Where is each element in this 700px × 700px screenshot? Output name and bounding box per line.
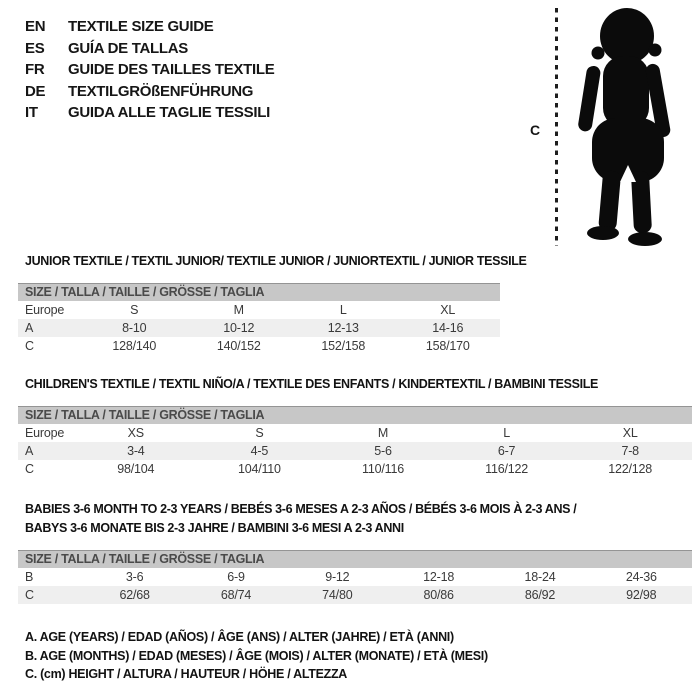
cell-value: S	[255, 426, 264, 440]
cell-value: 18-24	[524, 570, 556, 584]
cell-value: 8-10	[122, 321, 147, 335]
cell-value: XL	[622, 426, 638, 440]
size-header-band: SIZE / TALLA / TAILLE / GRÖSSE / TAGLIA	[18, 283, 500, 301]
cell-value: 116/122	[485, 462, 528, 476]
note-line: A. AGE (YEARS) / EDAD (AÑOS) / ÂGE (ANS) / ALTER (JAHRE) / ETÀ (ANNI)	[25, 630, 454, 644]
language-title: TEXTILGRÖßENFÜHRUNG	[68, 82, 254, 100]
cell-value: 5-6	[374, 444, 392, 458]
cell-value: 158/170	[425, 339, 470, 353]
cell-value: 24-36	[625, 570, 657, 584]
cell-value: 12-18	[423, 570, 455, 584]
language-code: IT	[25, 104, 38, 122]
table-title-line: BABYS 3-6 MONATE BIS 2-3 JAHRE / BAMBINI 3-6 MESI A 2-3 ANNI	[25, 521, 404, 535]
language-title: GUIDE DES TAILLES TEXTILE	[68, 61, 275, 79]
cell-value: XS	[127, 426, 144, 440]
language-code: EN	[25, 18, 46, 36]
cell-value: 68/74	[220, 588, 252, 602]
row-label: A	[25, 444, 34, 458]
language-row-it	[25, 102, 274, 124]
cell-value: 7-8	[621, 444, 639, 458]
row-label: C	[25, 339, 34, 353]
cell-value: 128/140	[112, 339, 157, 353]
cell-value: 110/116	[362, 462, 404, 476]
cell-value: 62/68	[119, 588, 150, 602]
table-row	[18, 586, 692, 604]
table-row	[18, 460, 692, 478]
row-label: Europe	[25, 303, 65, 317]
language-row-fr	[25, 59, 274, 81]
language-row-en	[25, 16, 274, 38]
cell-value: 104/110	[237, 462, 281, 476]
baby-silhouette-icon	[565, 6, 700, 246]
cell-value: 14-16	[432, 321, 464, 335]
table-title-line: JUNIOR TEXTILE / TEXTIL JUNIOR/ TEXTILE JUNIOR / JUNIORTEXTIL / JUNIOR TESSILE	[25, 254, 527, 268]
table-title-line: BABIES 3-6 MONTH TO 2-3 YEARS / BEBÉS 3-6 MESES A 2-3 AÑOS / BÉBÉS 3-6 MOIS À 2-3 ANS /	[25, 502, 577, 516]
language-title: GUÍA DE TALLAS	[68, 39, 188, 57]
table-title	[25, 375, 692, 394]
cell-value: 140/152	[216, 339, 261, 353]
row-label: B	[25, 570, 34, 584]
table-title	[25, 500, 692, 538]
size-table	[18, 500, 692, 604]
height-dotted-line	[555, 8, 558, 246]
cell-value: S	[130, 303, 139, 317]
cell-value: 3-6	[125, 570, 144, 584]
table-row	[18, 442, 692, 460]
table-row	[18, 301, 500, 319]
language-code: DE	[25, 82, 46, 100]
language-title: GUIDA ALLE TAGLIE TESSILI	[68, 104, 270, 122]
row-label: C	[25, 588, 34, 602]
row-label: A	[25, 321, 34, 335]
cell-value: M	[377, 426, 389, 440]
cell-value: L	[503, 426, 510, 440]
language-list	[25, 16, 274, 124]
cell-value: 98/104	[117, 462, 155, 476]
cell-value: 152/158	[321, 339, 366, 353]
note-line: C. (cm) HEIGHT / ALTURA / HAUTEUR / HÖHE / ALTEZZA	[25, 667, 348, 681]
cell-value: 6-7	[497, 444, 516, 458]
table-title-line: CHILDREN'S TEXTILE / TEXTIL NIÑO/A / TEXTILE DES ENFANTS / KINDERTEXTIL / BAMBINI TESSILE	[25, 377, 599, 391]
cell-value: 12-13	[327, 321, 359, 335]
language-code: FR	[25, 61, 45, 79]
table-row	[18, 319, 500, 337]
cell-value: 80/86	[423, 588, 454, 602]
table-title	[25, 252, 527, 271]
cell-value: 10-12	[223, 321, 255, 335]
cell-value: 74/80	[322, 588, 353, 602]
size-table	[18, 252, 527, 355]
cell-value: 92/98	[626, 588, 657, 602]
cell-value: XL	[440, 303, 456, 317]
language-code: ES	[25, 39, 45, 57]
row-label: C	[25, 462, 34, 476]
row-label: Europe	[25, 426, 65, 440]
cell-value: 6-9	[227, 570, 245, 584]
table-row	[18, 337, 500, 355]
footnotes	[25, 628, 488, 684]
size-header-band: SIZE / TALLA / TAILLE / GRÖSSE / TAGLIA	[18, 550, 692, 568]
cell-value: 86/92	[524, 588, 556, 602]
language-title: TEXTILE SIZE GUIDE	[68, 18, 214, 36]
cell-value: 4-5	[250, 444, 269, 458]
tables-section	[18, 252, 692, 604]
note-line: B. AGE (MONTHS) / EDAD (MESES) / ÂGE (MOIS) / ALTER (MONATE) / ETÀ (MESI)	[25, 648, 488, 663]
height-dimension-label: C	[530, 122, 541, 138]
table-row	[18, 568, 692, 586]
size-table	[18, 375, 692, 478]
baby-figure	[520, 4, 700, 250]
cell-value: 122/128	[608, 462, 653, 476]
cell-value: 3-4	[127, 444, 145, 458]
cell-value: M	[233, 303, 244, 317]
language-row-es	[25, 38, 274, 60]
language-row-de	[25, 81, 274, 103]
table-row	[18, 424, 692, 442]
cell-value: L	[339, 303, 347, 317]
size-header-band: SIZE / TALLA / TAILLE / GRÖSSE / TAGLIA	[18, 406, 692, 424]
cell-value: 9-12	[325, 570, 350, 584]
